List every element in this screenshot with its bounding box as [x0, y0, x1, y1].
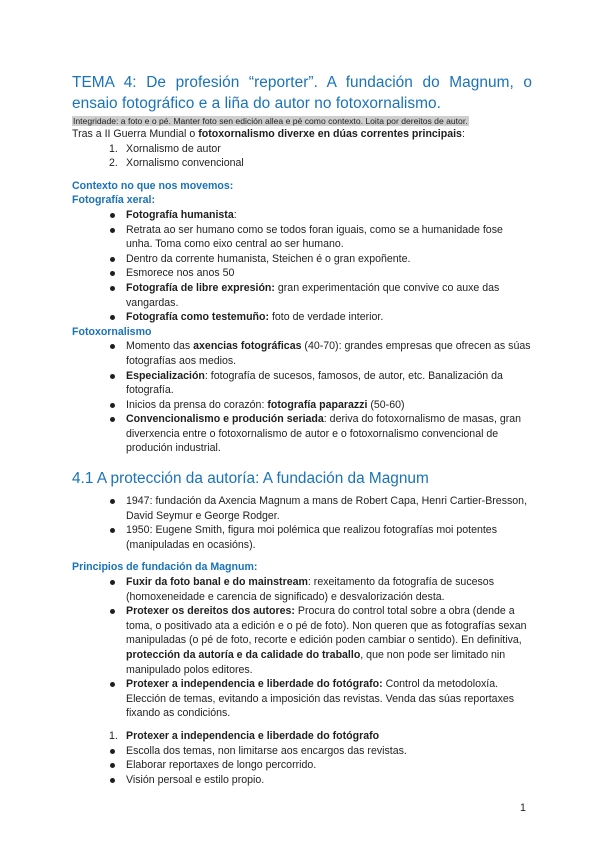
- list-item: [72, 575, 532, 604]
- bullet-icon: [110, 417, 115, 422]
- final-numbered-list: [72, 729, 532, 744]
- list-item-text: Esmorece nos anos 50: [126, 267, 235, 280]
- list-item: [72, 339, 532, 368]
- bullet-icon: [110, 228, 115, 233]
- list-item-text: foto de verdade interior.: [269, 311, 384, 324]
- list-item-text: 1950: Eugene Smith, figura moi polémica que realizou fotografías moi potentes (manipuladas en ocasións).: [126, 524, 497, 551]
- bullet-icon: [110, 403, 115, 408]
- bullet-icon: [110, 315, 115, 320]
- list-number: 1.: [109, 142, 118, 155]
- list-number: 1.: [109, 729, 118, 742]
- general-photography-list: [72, 208, 532, 325]
- list-item: [72, 266, 532, 281]
- bullet-icon: [110, 749, 115, 754]
- list-item-bold: Protexer a independencia e liberdade do fotógrafo:: [126, 678, 383, 691]
- list-item-text: : rexeitamento da fotografía de sucesos (homoxeneidade e carencia de significado) e desvalorización desta.: [126, 576, 494, 603]
- bullet-icon: [110, 682, 115, 687]
- list-item-bold: Especialización: [126, 369, 205, 382]
- list-item: [72, 208, 532, 223]
- list-item-bold: Fotografía humanista: [126, 208, 234, 221]
- magnum-founding-list: [72, 494, 532, 552]
- bullet-icon: [110, 499, 115, 504]
- title-line-2: ensaio fotográfico e a liña do autor no fotoxornalismo.: [72, 95, 441, 112]
- list-item-text: Elaborar reportaxes de longo percorrido.: [126, 759, 317, 772]
- page-content: [72, 72, 532, 787]
- title-line-1: TEMA 4: De profesión “reporter”. A fundación do Magnum, o: [72, 74, 532, 91]
- bullet-icon: [110, 778, 115, 783]
- section-heading-4-1: 4.1 A protección da autoría: A fundación da Magnum: [72, 470, 429, 488]
- list-item: [72, 398, 532, 413]
- list-item: [72, 142, 532, 157]
- list-item-bold: protección da autoría e da calidade do traballo: [126, 649, 361, 661]
- highlighted-note-text: Integridade: a foto e o pé. Manter foto sen edición allea e pé como contexto. Loita por dereitos de autor.: [73, 116, 468, 126]
- list-item-text: , que non pode ser limitado nin manipulado polos editores.: [126, 649, 506, 676]
- page-number: 1: [520, 802, 526, 814]
- list-item-bold: Fotografía de libre expresión:: [126, 281, 275, 294]
- list-item-text: :: [233, 208, 237, 221]
- list-item: [72, 281, 532, 310]
- list-item-bold: Convencionalismo e produción seriada: [126, 413, 324, 426]
- list-item-text: (40-70): grandes empresas que ofrecen as súas fotografías aos medios.: [126, 340, 531, 367]
- list-item-text: Xornalismo convencional: [126, 157, 244, 170]
- list-item: [72, 677, 532, 721]
- bullet-icon: [110, 271, 115, 276]
- intro-bold: fotoxornalismo diverxe en dúas correntes principais: [198, 128, 462, 140]
- list-item: [72, 758, 532, 773]
- list-item: [72, 223, 532, 252]
- list-item: [72, 729, 532, 744]
- list-number: 2.: [109, 157, 118, 170]
- list-item: [72, 310, 532, 325]
- subheading-context: Contexto no que nos movemos:: [72, 179, 234, 192]
- list-item-text: : fotografía de sucesos, famosos, de autor, etc. Banalización da fotografía.: [126, 369, 503, 397]
- list-item: [72, 156, 532, 171]
- list-item-bold: Protexer a independencia e liberdade do fotógrafo: [126, 729, 380, 742]
- list-item-text: Retrata ao ser humano como se todos foran iguais, como se a humanidade fose unha. Toma como eixo central ao ser humano.: [126, 223, 503, 251]
- subheading-photojournalism: Fotoxornalismo: [72, 325, 152, 338]
- list-item-bold: Fuxir da foto banal e do mainstream: [126, 576, 308, 589]
- list-item-text: Inicios da prensa do corazón:: [126, 398, 268, 411]
- list-item-text: Escolla dos temas, non limitarse aos encargos das revistas.: [126, 744, 407, 757]
- list-item-bold: axencias fotográficas: [193, 340, 302, 353]
- intro-punct: :: [461, 128, 465, 140]
- highlighted-note: [72, 115, 532, 127]
- list-item: [72, 494, 532, 523]
- list-item-text: 1947: fundación da Axencia Magnum a mans de Robert Capa, Henri Cartier-Bresson, David Seymur e George Rodger.: [126, 495, 528, 522]
- photojournalism-list: [72, 339, 532, 456]
- intro-paragraph: [72, 127, 532, 142]
- bullet-icon: [110, 528, 115, 533]
- bullet-icon: [110, 257, 115, 262]
- subheading-general-photography: Fotografía xeral:: [72, 194, 156, 207]
- list-item-text: Visión persoal e estilo propio.: [126, 773, 265, 786]
- list-item: [72, 744, 532, 759]
- intro-numbered-list: [72, 142, 532, 171]
- page-title: [72, 72, 532, 114]
- bullet-icon: [110, 609, 115, 614]
- bullet-icon: [110, 763, 115, 768]
- list-item-bold: Fotografía como testemuño:: [126, 311, 270, 324]
- list-item-text: Control da metodoloxía. Elección de temas, evitando a imposición das revistas. Venda das súas reportaxes fixando as condicións.: [126, 678, 515, 720]
- final-bullet-list: [72, 744, 532, 788]
- bullet-icon: [110, 286, 115, 291]
- list-item-text: Momento das: [126, 340, 194, 353]
- subheading-principles: Principios de fundación da Magnum:: [72, 561, 258, 574]
- list-item-bold: fotografía paparazzi: [267, 398, 368, 411]
- list-item-text: (50-60): [367, 398, 405, 411]
- bullet-icon: [110, 580, 115, 585]
- list-item-text: Procura do control total sobre a obra (dende a toma, o positivado ata a edición e o pé de foto). Non queren que as fotografías sexan manipuladas (o pé de foto, recorte e edición poden cambiar o sentido). En definitiva,: [126, 605, 527, 647]
- list-item: [72, 523, 532, 552]
- bullet-icon: [110, 374, 115, 379]
- bullet-icon: [110, 213, 115, 218]
- list-item-text: gran experimentación que convive co auxe das vangardas.: [126, 281, 500, 309]
- bullet-icon: [110, 344, 115, 349]
- list-item: [72, 604, 532, 677]
- principles-list: [72, 575, 532, 721]
- list-item-text: Dentro da corrente humanista, Steichen é o gran expoñente.: [126, 252, 411, 265]
- list-item-text: : deriva do fotoxornalismo de masas, gran diverxencia entre o fotoxornalismo de autor e o fotoxornalismo convencional de produción industrial.: [126, 413, 522, 455]
- list-item: [72, 252, 532, 267]
- list-item-bold: Protexer os dereitos dos autores:: [126, 605, 295, 618]
- list-item: [72, 412, 532, 456]
- list-item-text: Xornalismo de autor: [126, 142, 221, 155]
- intro-text: Tras a II Guerra Mundial o: [72, 128, 199, 140]
- list-item: [72, 773, 532, 788]
- list-item: [72, 369, 532, 398]
